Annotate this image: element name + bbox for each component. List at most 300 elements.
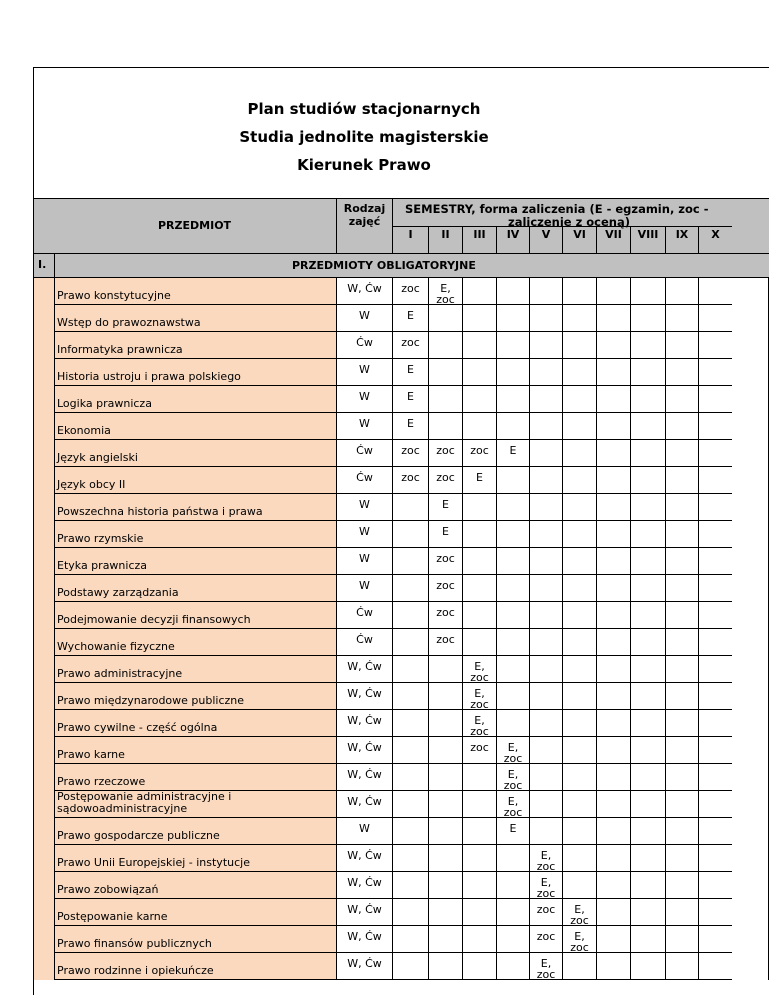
semester-i-grade (392, 791, 428, 818)
semester-vii-grade (596, 683, 630, 710)
semester-v-grade (529, 278, 562, 305)
class-type: W (336, 494, 392, 521)
semester-i-grade (392, 818, 428, 845)
table-row (34, 575, 769, 602)
semester-ii-grade (428, 359, 462, 386)
semester-i-grade: E (392, 413, 428, 440)
subject-name: Język obcy II (54, 467, 336, 494)
semester-ix-grade (665, 710, 698, 737)
semester-ix-grade (665, 467, 698, 494)
semester-viii-grade (630, 332, 665, 359)
semester-iii-grade (462, 818, 496, 845)
semester-iv-grade (496, 548, 529, 575)
semester-v-grade: zoc (529, 899, 562, 926)
semester-ix-grade (665, 845, 698, 872)
table-row (34, 602, 769, 629)
subject-name: Prawo rzymskie (54, 521, 336, 548)
table-row (34, 953, 769, 980)
semester-x-grade (698, 575, 732, 602)
semester-viii-grade (630, 413, 665, 440)
semester-v-grade: E, zoc (529, 845, 562, 872)
semester-viii-grade (630, 386, 665, 413)
semester-i-grade (392, 629, 428, 656)
table-row (34, 359, 769, 386)
subject-name: Prawo rodzinne i opiekuńcze (54, 953, 336, 980)
plan-title: Plan studiów stacjonarnych (247, 100, 481, 118)
semester-ii-grade (428, 845, 462, 872)
semester-viii-grade (630, 440, 665, 467)
semester-vi-grade: E, zoc (562, 899, 596, 926)
table-row (34, 413, 769, 440)
semester-iii-grade (462, 629, 496, 656)
semester-ix-grade (665, 278, 698, 305)
semester-vi-grade (562, 386, 596, 413)
semester-ii-grade (428, 791, 462, 818)
semester-x-grade (698, 764, 732, 791)
semester-header-iii: III (462, 226, 496, 253)
table-row (34, 332, 769, 359)
semester-ix-grade (665, 899, 698, 926)
semester-v-grade: E, zoc (529, 953, 562, 980)
semester-ii-grade (428, 386, 462, 413)
class-type: W (336, 521, 392, 548)
semester-iii-grade: E, zoc (462, 683, 496, 710)
semester-v-grade (529, 791, 562, 818)
header-semestry-line1: SEMESTRY, forma zaliczenia (E - egzamin, zoc - (405, 202, 709, 216)
semester-v-grade (529, 818, 562, 845)
study-plan-table (33, 67, 769, 995)
semester-vi-grade (562, 413, 596, 440)
semester-iv-grade: E, zoc (496, 791, 529, 818)
semester-x-grade (698, 629, 732, 656)
semester-iii-grade (462, 332, 496, 359)
semester-x-grade (698, 305, 732, 332)
semester-v-grade (529, 710, 562, 737)
semester-vi-grade (562, 548, 596, 575)
semester-x-grade (698, 710, 732, 737)
header-rodzaj-line1: Rodzaj (343, 202, 386, 215)
semester-viii-grade (630, 359, 665, 386)
table-row (34, 683, 769, 710)
semester-iv-grade (496, 953, 529, 980)
semester-iii-grade (462, 413, 496, 440)
table-row (34, 791, 769, 818)
semester-iv-grade: E, zoc (496, 764, 529, 791)
semester-ii-grade (428, 872, 462, 899)
semester-vii-grade (596, 845, 630, 872)
semester-i-grade (392, 575, 428, 602)
subject-name: Prawo karne (54, 737, 336, 764)
semester-x-grade (698, 278, 732, 305)
semester-iv-grade (496, 494, 529, 521)
semester-iii-grade (462, 521, 496, 548)
semester-x-grade (698, 872, 732, 899)
semester-ix-grade (665, 548, 698, 575)
semester-i-grade (392, 926, 428, 953)
table-row (34, 278, 769, 305)
semester-i-grade (392, 602, 428, 629)
semester-v-grade (529, 413, 562, 440)
semester-i-grade: zoc (392, 332, 428, 359)
semester-vi-grade: E, zoc (562, 926, 596, 953)
semester-iv-grade (496, 899, 529, 926)
row-number-cell (34, 629, 54, 656)
semester-viii-grade (630, 548, 665, 575)
semester-vii-grade (596, 791, 630, 818)
semester-ii-grade (428, 926, 462, 953)
row-number-cell (34, 899, 54, 926)
semester-ix-grade (665, 332, 698, 359)
semester-iv-grade (496, 359, 529, 386)
semester-ix-grade (665, 926, 698, 953)
subject-name: Podstawy zarządzania (54, 575, 336, 602)
class-type: Ćw (336, 602, 392, 629)
row-number-cell (34, 332, 54, 359)
semester-v-grade (529, 386, 562, 413)
semester-x-grade (698, 656, 732, 683)
semester-viii-grade (630, 683, 665, 710)
subject-name: Logika prawnicza (54, 386, 336, 413)
semester-ix-grade (665, 629, 698, 656)
class-type: W (336, 575, 392, 602)
semester-vii-grade (596, 494, 630, 521)
semester-viii-grade (630, 629, 665, 656)
semester-header-vi: VI (562, 226, 596, 253)
table-row (34, 440, 769, 467)
semester-iv-grade (496, 305, 529, 332)
semester-vii-grade (596, 629, 630, 656)
semester-header-v: V (529, 226, 562, 253)
semester-vi-grade (562, 845, 596, 872)
semester-viii-grade (630, 899, 665, 926)
table-row (34, 926, 769, 953)
subject-name: Prawo finansów publicznych (54, 926, 336, 953)
semester-ix-grade (665, 413, 698, 440)
subject-name: Wstęp do prawoznawstwa (54, 305, 336, 332)
semester-ii-grade: E, zoc (428, 278, 462, 305)
table-row (34, 845, 769, 872)
subject-name: Historia ustroju i prawa polskiego (54, 359, 336, 386)
semester-ix-grade (665, 575, 698, 602)
subject-name: Prawo międzynarodowe publiczne (54, 683, 336, 710)
semester-viii-grade (630, 791, 665, 818)
semester-iv-grade (496, 872, 529, 899)
semester-iv-grade: E (496, 440, 529, 467)
row-number-cell (34, 521, 54, 548)
section-divider (54, 254, 55, 279)
semester-i-grade (392, 656, 428, 683)
semester-v-grade (529, 683, 562, 710)
semester-ix-grade (665, 791, 698, 818)
semester-iv-grade (496, 332, 529, 359)
semester-vi-grade (562, 278, 596, 305)
semester-ix-grade (665, 656, 698, 683)
semester-ii-grade (428, 899, 462, 926)
semester-iv-grade (496, 278, 529, 305)
semester-vi-grade (562, 791, 596, 818)
section-row (34, 253, 769, 278)
class-type: W (336, 413, 392, 440)
class-type: W, Ćw (336, 899, 392, 926)
semester-viii-grade (630, 737, 665, 764)
semester-v-grade (529, 332, 562, 359)
semester-vi-grade (562, 332, 596, 359)
semester-x-grade (698, 467, 732, 494)
semester-vi-grade (562, 764, 596, 791)
semester-x-grade (698, 818, 732, 845)
header-semestry-line2: zaliczenie z oceną) (508, 215, 630, 229)
semester-vii-grade (596, 899, 630, 926)
semester-i-grade: E (392, 359, 428, 386)
semester-vi-grade (562, 629, 596, 656)
semester-iv-grade (496, 710, 529, 737)
subject-name: Powszechna historia państwa i prawa (54, 494, 336, 521)
semester-header-iv: IV (496, 226, 529, 253)
semester-viii-grade (630, 656, 665, 683)
semester-x-grade (698, 521, 732, 548)
class-type: Ćw (336, 440, 392, 467)
semester-i-grade (392, 953, 428, 980)
semester-v-grade (529, 575, 562, 602)
class-type: W, Ćw (336, 791, 392, 818)
table-row (34, 305, 769, 332)
semester-ix-grade (665, 737, 698, 764)
semester-vi-grade (562, 683, 596, 710)
semester-i-grade (392, 845, 428, 872)
semester-header-i: I (392, 226, 428, 253)
semester-viii-grade (630, 953, 665, 980)
class-type: W (336, 386, 392, 413)
semester-v-grade (529, 521, 562, 548)
semester-viii-grade (630, 494, 665, 521)
class-type: W, Ćw (336, 683, 392, 710)
semester-iv-grade: E, zoc (496, 737, 529, 764)
semester-ii-grade: E (428, 494, 462, 521)
row-number-cell (34, 440, 54, 467)
semester-ii-grade: zoc (428, 602, 462, 629)
semester-v-grade (529, 359, 562, 386)
row-number-cell (34, 710, 54, 737)
section-number: I. (38, 258, 47, 271)
row-number-cell (34, 494, 54, 521)
semester-v-grade (529, 440, 562, 467)
class-type: W, Ćw (336, 872, 392, 899)
table-row (34, 872, 769, 899)
semester-ix-grade (665, 953, 698, 980)
semester-vii-grade (596, 737, 630, 764)
semester-ii-grade (428, 818, 462, 845)
semester-v-grade (529, 305, 562, 332)
semester-ix-grade (665, 683, 698, 710)
field-title: Kierunek Prawo (297, 156, 431, 174)
semester-i-grade (392, 737, 428, 764)
semester-v-grade: E, zoc (529, 872, 562, 899)
semester-vii-grade (596, 413, 630, 440)
semester-iii-grade: zoc (462, 440, 496, 467)
semester-header-ii: II (428, 226, 462, 253)
semester-iv-grade (496, 683, 529, 710)
semester-iii-grade (462, 278, 496, 305)
semester-i-grade (392, 872, 428, 899)
semester-vi-grade (562, 710, 596, 737)
class-type: W, Ćw (336, 737, 392, 764)
semester-vii-grade (596, 386, 630, 413)
semester-i-grade: zoc (392, 467, 428, 494)
semester-vi-grade (562, 872, 596, 899)
semester-x-grade (698, 413, 732, 440)
semester-i-grade (392, 899, 428, 926)
row-number-cell (34, 386, 54, 413)
semester-vi-grade (562, 440, 596, 467)
row-number-cell (34, 278, 54, 305)
semester-ix-grade (665, 386, 698, 413)
semester-vii-grade (596, 575, 630, 602)
semester-iii-grade (462, 359, 496, 386)
header-semestry (392, 199, 769, 229)
semester-v-grade (529, 656, 562, 683)
table-row (34, 656, 769, 683)
table-row (34, 737, 769, 764)
semester-vi-grade (562, 602, 596, 629)
semester-v-grade (529, 494, 562, 521)
semester-vii-grade (596, 953, 630, 980)
semester-vi-grade (562, 494, 596, 521)
subject-name: Prawo administracyjne (54, 656, 336, 683)
subject-name: Postępowanie karne (54, 899, 336, 926)
class-type: Ćw (336, 629, 392, 656)
semester-ii-grade (428, 305, 462, 332)
semester-i-grade (392, 683, 428, 710)
semester-iii-grade (462, 953, 496, 980)
semester-iv-grade (496, 656, 529, 683)
semester-iii-grade (462, 845, 496, 872)
semester-iv-grade (496, 521, 529, 548)
semester-viii-grade (630, 818, 665, 845)
class-type: W, Ćw (336, 845, 392, 872)
semester-vii-grade (596, 656, 630, 683)
subject-name: Prawo rzeczowe (54, 764, 336, 791)
semester-vii-grade (596, 602, 630, 629)
table-row (34, 629, 769, 656)
semester-ii-grade (428, 764, 462, 791)
semester-vii-grade (596, 359, 630, 386)
semester-vi-grade (562, 521, 596, 548)
semester-x-grade (698, 440, 732, 467)
semester-iv-grade (496, 926, 529, 953)
semester-ii-grade: zoc (428, 440, 462, 467)
semester-v-grade (529, 764, 562, 791)
semester-x-grade (698, 791, 732, 818)
class-type: W, Ćw (336, 710, 392, 737)
semester-i-grade (392, 548, 428, 575)
title-block (34, 68, 769, 199)
semester-i-grade: E (392, 305, 428, 332)
semester-v-grade (529, 467, 562, 494)
semester-x-grade (698, 737, 732, 764)
semester-ii-grade: zoc (428, 629, 462, 656)
semester-viii-grade (630, 575, 665, 602)
table-row (34, 548, 769, 575)
table-row (34, 386, 769, 413)
semester-ii-grade: E (428, 521, 462, 548)
class-type: W, Ćw (336, 926, 392, 953)
semester-ix-grade (665, 764, 698, 791)
table-row (34, 710, 769, 737)
row-number-cell (34, 764, 54, 791)
semester-iv-grade (496, 413, 529, 440)
semester-vii-grade (596, 710, 630, 737)
semester-vi-grade (562, 575, 596, 602)
semester-iii-grade (462, 386, 496, 413)
semester-ii-grade (428, 332, 462, 359)
semester-vii-grade (596, 305, 630, 332)
semester-ix-grade (665, 872, 698, 899)
subject-name: Prawo zobowiązań (54, 872, 336, 899)
semester-iv-grade (496, 629, 529, 656)
row-number-cell (34, 548, 54, 575)
subject-name: Informatyka prawnicza (54, 332, 336, 359)
semester-x-grade (698, 953, 732, 980)
semester-ix-grade (665, 440, 698, 467)
semester-viii-grade (630, 845, 665, 872)
semester-iii-grade (462, 602, 496, 629)
semester-iv-grade (496, 386, 529, 413)
semester-ii-grade (428, 413, 462, 440)
table-row (34, 467, 769, 494)
semester-iii-grade: E, zoc (462, 656, 496, 683)
header-rodzaj-line2: zajęć (348, 215, 381, 228)
semester-iv-grade (496, 845, 529, 872)
semester-iii-grade (462, 575, 496, 602)
semester-viii-grade (630, 602, 665, 629)
semester-header-x: X (698, 226, 732, 253)
semester-i-grade (392, 494, 428, 521)
semester-vii-grade (596, 764, 630, 791)
semester-iii-grade: zoc (462, 737, 496, 764)
semester-vii-grade (596, 278, 630, 305)
class-type: Ćw (336, 332, 392, 359)
semester-x-grade (698, 494, 732, 521)
row-number-cell (34, 305, 54, 332)
semester-header-viii: VIII (630, 226, 665, 253)
semester-iii-grade (462, 791, 496, 818)
semester-x-grade (698, 845, 732, 872)
subject-name: Podejmowanie decyzji finansowych (54, 602, 336, 629)
subject-name: Prawo konstytucyjne (54, 278, 336, 305)
class-type: W, Ćw (336, 953, 392, 980)
semester-iv-grade (496, 467, 529, 494)
semester-x-grade (698, 359, 732, 386)
semester-vii-grade (596, 467, 630, 494)
class-type: Ćw (336, 467, 392, 494)
semester-ii-grade (428, 710, 462, 737)
semester-v-grade (529, 629, 562, 656)
semester-iii-grade (462, 305, 496, 332)
semester-vii-grade (596, 548, 630, 575)
row-number-cell (34, 467, 54, 494)
table-row (34, 764, 769, 791)
table-header (34, 199, 769, 253)
semester-header-ix: IX (665, 226, 698, 253)
study-type-title: Studia jednolite magisterskie (239, 128, 489, 146)
semester-x-grade (698, 899, 732, 926)
subject-name: Wychowanie fizyczne (54, 629, 336, 656)
semester-vii-grade (596, 440, 630, 467)
semester-vi-grade (562, 953, 596, 980)
semester-x-grade (698, 548, 732, 575)
semester-ii-grade: zoc (428, 467, 462, 494)
table-row (34, 899, 769, 926)
